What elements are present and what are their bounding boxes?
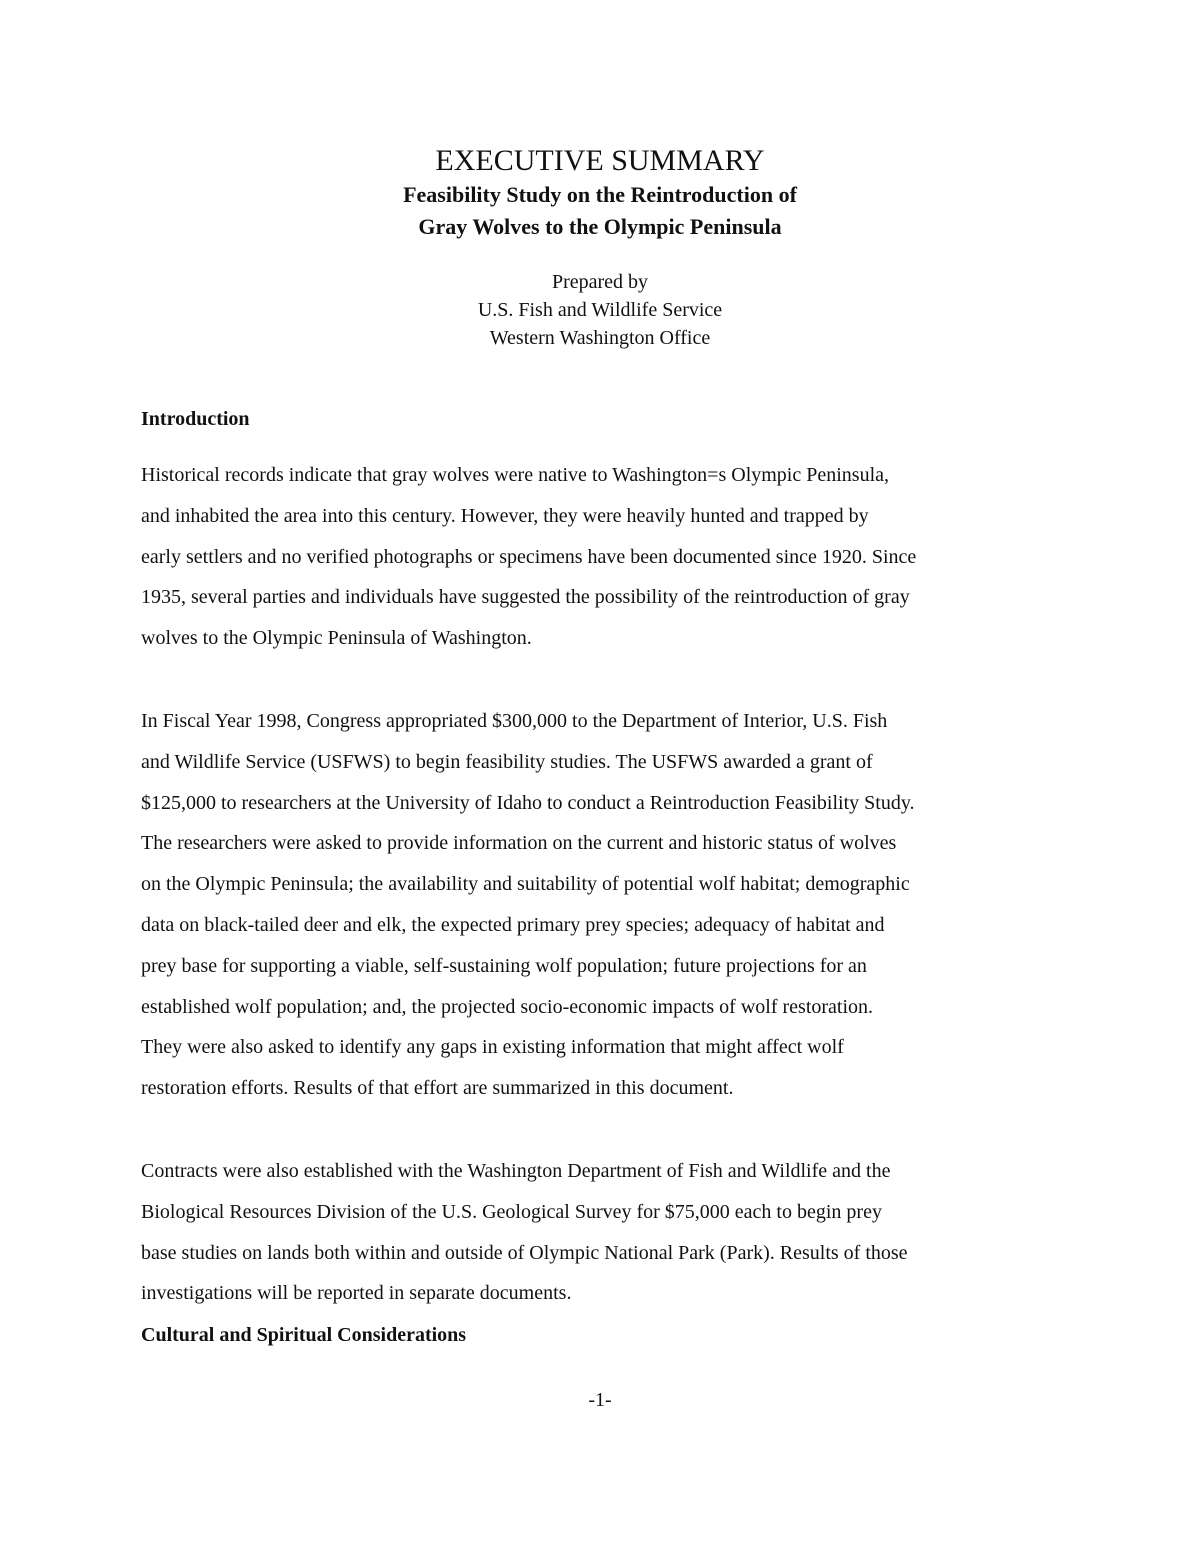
text-line: on the Olympic Peninsula; the availability and suitability of potential wolf habitat; demographic <box>141 873 910 896</box>
text-line: wolves to the Olympic Peninsula of Washington. <box>141 627 532 650</box>
text-line: They were also asked to identify any gaps in existing information that might affect wolf <box>141 1036 844 1059</box>
paragraph-1 <box>141 455 1061 659</box>
text-line: $125,000 to researchers at the University of Idaho to conduct a Reintroduction Feasibility Study. <box>141 791 915 814</box>
text-line: investigations will be reported in separate documents. <box>141 1282 572 1305</box>
text-line: 1935, several parties and individuals have suggested the possibility of the reintroduction of gray <box>141 586 910 609</box>
text-line: prey base for supporting a viable, self-sustaining wolf population; future projections for an <box>141 954 867 977</box>
document-subtitle-line-2: Gray Wolves to the Olympic Peninsula <box>418 214 782 239</box>
text-line: base studies on lands both within and outside of Olympic National Park (Park). Results of those <box>141 1241 908 1264</box>
section-heading-introduction: Introduction <box>141 408 250 430</box>
text-line: and Wildlife Service (USFWS) to begin feasibility studies. The USFWS awarded a grant of <box>141 750 873 773</box>
document-subtitle-line-1: Feasibility Study on the Reintroduction of <box>403 182 797 207</box>
text-line: Historical records indicate that gray wolves were native to Washington=s Olympic Peninsula, <box>141 464 890 486</box>
text-line: data on black-tailed deer and elk, the expected primary prey species; adequacy of habitat and <box>141 913 885 936</box>
text-line: established wolf population; and, the projected socio-economic impacts of wolf restoration. <box>141 995 874 1018</box>
text-line: Contracts were also established with the Washington Department of Fish and Wildlife and the <box>141 1160 891 1182</box>
section-heading-cultural: Cultural and Spiritual Considerations <box>141 1324 467 1346</box>
paragraph-2 <box>141 701 1061 1109</box>
text-line: and inhabited the area into this century. However, they were heavily hunted and trapped by <box>141 504 869 527</box>
text-line: In Fiscal Year 1998, Congress appropriated $300,000 to the Department of Interior, U.S. Fish <box>141 710 888 732</box>
page-number: -1- <box>588 1389 612 1411</box>
prepared-by-label: Prepared by <box>551 271 649 293</box>
page-title: EXECUTIVE SUMMARY <box>435 144 765 177</box>
text-line: The researchers were asked to provide information on the current and historic status of wolves <box>141 832 897 855</box>
office-name: Western Washington Office <box>489 327 711 349</box>
paragraph-3 <box>141 1151 1061 1314</box>
text-line: Biological Resources Division of the U.S. Geological Survey for $75,000 each to begin prey <box>141 1200 882 1223</box>
text-line: early settlers and no verified photographs or specimens have been documented since 1920. Since <box>141 545 917 568</box>
text-line: restoration efforts. Results of that effort are summarized in this document. <box>141 1077 734 1100</box>
agency-name: U.S. Fish and Wildlife Service <box>477 299 723 321</box>
